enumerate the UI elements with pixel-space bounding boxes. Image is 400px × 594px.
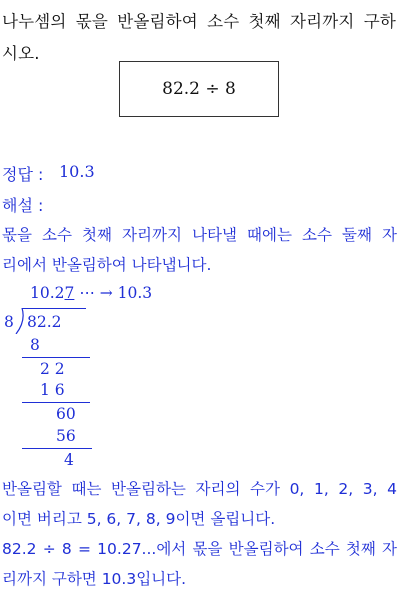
quotient-underlined-digit: 7 bbox=[64, 284, 75, 302]
division-step-4: 60 bbox=[56, 405, 76, 423]
division-step-6: 4 bbox=[64, 451, 74, 469]
explanation-p2-line-2: 이면 버리고 5, 6, 7, 8, 9이면 올립니다. bbox=[2, 510, 276, 528]
answer-label: 정답 : bbox=[2, 165, 44, 184]
answer-value: 10.3 bbox=[59, 162, 95, 181]
explanation-p3-line-2: 리까지 구하면 10.3입니다. bbox=[2, 570, 187, 588]
division-rule-2 bbox=[22, 402, 90, 403]
division-bar bbox=[22, 308, 86, 309]
explanation-p2-line-1: 반올림할 때는 반올림하는 자리의 수가 0, 1, 2, 3, 4 bbox=[2, 480, 397, 498]
expression-text: 82.2 ÷ 8 bbox=[162, 79, 236, 99]
question-line-2: 시오. bbox=[2, 44, 40, 63]
division-dividend: 82.2 bbox=[27, 313, 62, 331]
explanation-paragraph-2 bbox=[2, 474, 397, 534]
division-step-5: 56 bbox=[56, 427, 76, 445]
explanation-p1-line-1: 몫을 소수 첫째 자리까지 나타낼 때에는 소수 둘째 자 bbox=[2, 226, 397, 244]
division-step-1: 8 bbox=[30, 336, 40, 354]
explanation-p3-line-1: 82.2 ÷ 8 = 10.27...에서 몫을 반올림하여 소수 첫째 자 bbox=[2, 540, 397, 558]
explanation-label: 해설 : bbox=[2, 196, 44, 215]
division-rule-3 bbox=[22, 448, 92, 449]
expression-box bbox=[119, 61, 279, 117]
division-quotient: 10.27 ⋯ → 10.3 bbox=[30, 284, 153, 302]
long-division bbox=[0, 282, 200, 472]
division-divisor: 8 bbox=[4, 313, 14, 331]
division-step-2: 2 2 bbox=[40, 360, 65, 378]
division-bracket bbox=[14, 308, 24, 334]
division-rule-1 bbox=[22, 357, 90, 358]
explanation-paragraph-3 bbox=[2, 534, 397, 594]
question-line-1: 나누셈의 몫을 반올림하여 소수 첫째 자리까지 구하 bbox=[2, 12, 396, 31]
explanation-paragraph-1 bbox=[2, 220, 397, 280]
explanation-p1-line-2: 리에서 반올림하여 나타냅니다. bbox=[2, 256, 212, 274]
division-step-3: 1 6 bbox=[40, 381, 65, 399]
